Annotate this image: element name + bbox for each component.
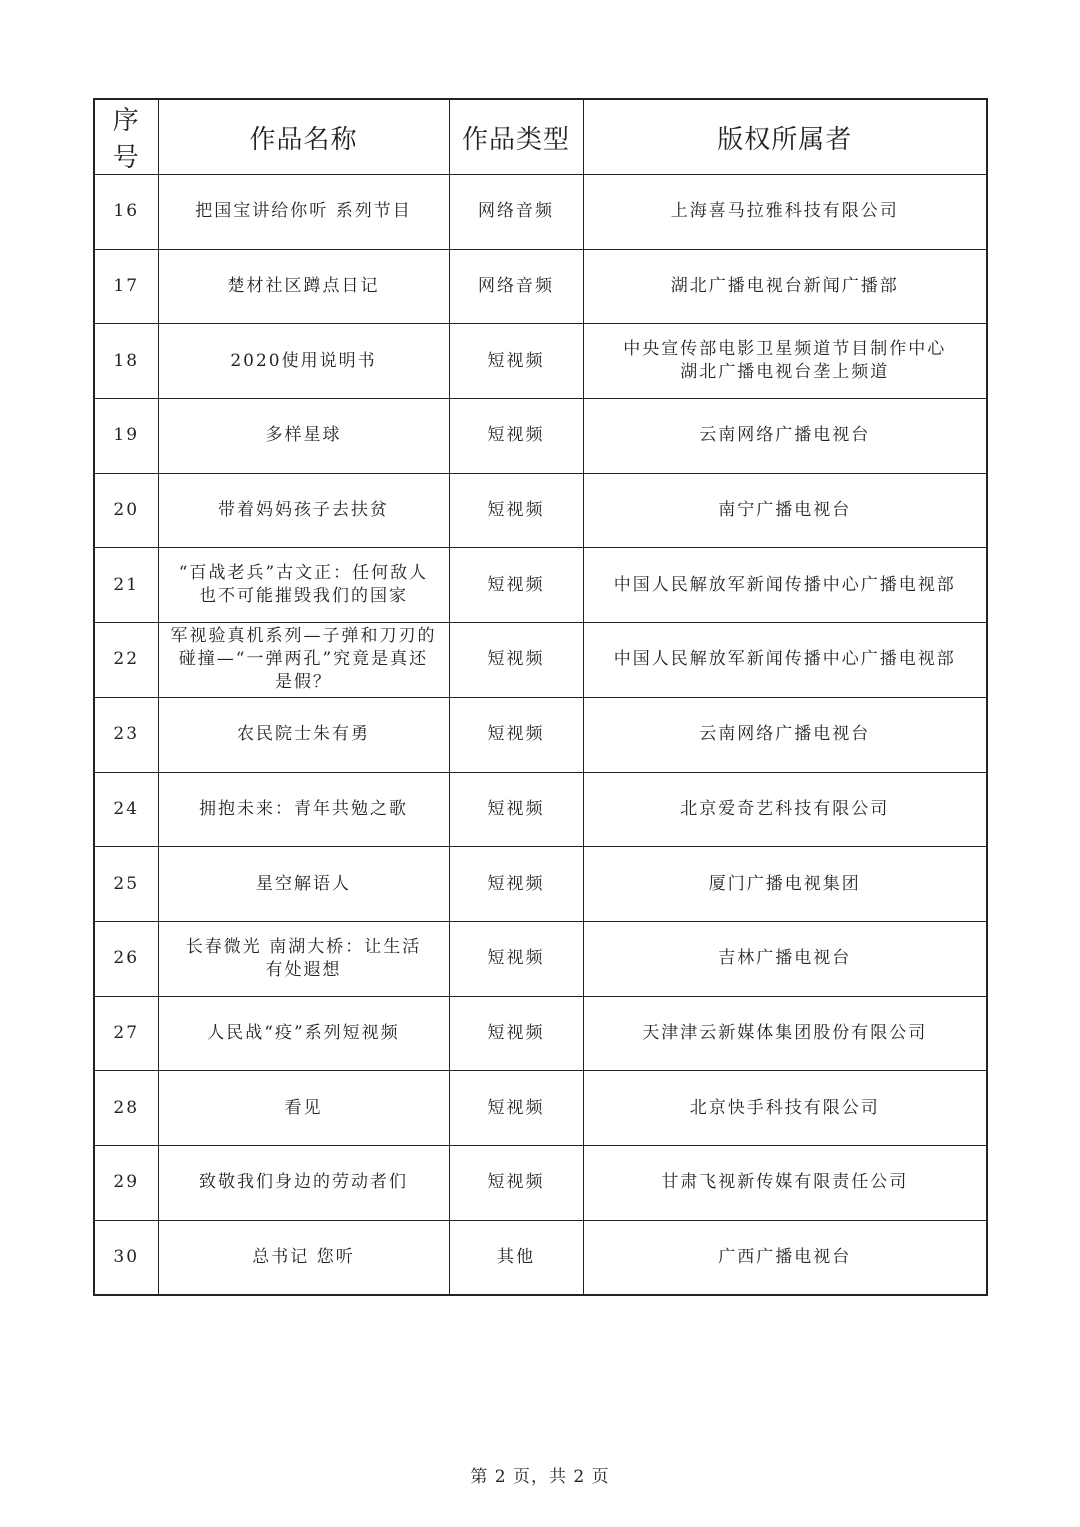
cell-work-type: 其他 — [449, 1220, 583, 1295]
cell-work-title — [158, 175, 449, 250]
table-row — [94, 921, 987, 996]
cell-work-title — [158, 921, 449, 996]
header-row — [94, 99, 987, 175]
work-title-line: 致敬我们身边的劳动者们 — [199, 1172, 408, 1193]
copyright-owner-line: 厦门广播电视集团 — [708, 873, 861, 894]
cell-work-type: 短视频 — [449, 399, 583, 474]
copyright-owner-line: 云南网络广播电视台 — [699, 425, 871, 446]
cell-serial-number: 26 — [94, 921, 158, 996]
cell-copyright-owner — [583, 697, 987, 772]
cell-copyright-owner — [583, 921, 987, 996]
cell-serial-number: 23 — [94, 697, 158, 772]
cell-copyright-owner — [583, 1220, 987, 1295]
table-row — [94, 548, 987, 623]
copyright-owner-line: 湖北广播电视台垄上频道 — [680, 362, 890, 383]
work-title-line: 军视验真机系列—子弹和刀刃的 — [170, 626, 437, 647]
copyright-owner-line: 广西广播电视台 — [718, 1246, 852, 1267]
cell-work-title — [158, 1145, 449, 1220]
cell-work-title — [158, 697, 449, 772]
table-row — [94, 175, 987, 250]
cell-work-title — [158, 324, 449, 399]
table-body — [94, 175, 987, 1295]
header-work-type: 作品类型 — [449, 99, 583, 175]
cell-serial-number: 27 — [94, 996, 158, 1071]
cell-copyright-owner — [583, 399, 987, 474]
work-title-line: 农民院士朱有勇 — [237, 724, 370, 745]
cell-copyright-owner — [583, 623, 987, 698]
cell-work-title — [158, 548, 449, 623]
table-row — [94, 1220, 987, 1295]
cell-work-title — [158, 1220, 449, 1295]
cell-work-title — [158, 473, 449, 548]
cell-serial-number: 24 — [94, 772, 158, 847]
cell-work-type: 短视频 — [449, 473, 583, 548]
cell-work-type: 网络音频 — [449, 249, 583, 324]
table-row — [94, 697, 987, 772]
work-title-line: 楚材社区蹲点日记 — [227, 276, 380, 297]
cell-work-title — [158, 623, 449, 698]
work-title-line: 拥抱未来：青年共勉之歌 — [199, 798, 408, 819]
work-title-line: 碰撞—“一弹两孔”究竟是真还 — [178, 649, 429, 670]
cell-copyright-owner — [583, 175, 987, 250]
cell-work-type: 短视频 — [449, 623, 583, 698]
copyright-owner-line: 中国人民解放军新闻传播中心广播电视部 — [613, 574, 956, 595]
cell-serial-number: 25 — [94, 847, 158, 922]
table-row — [94, 399, 987, 474]
copyright-owner-line: 上海喜马拉雅科技有限公司 — [670, 201, 899, 222]
table-row — [94, 847, 987, 922]
cell-work-type: 短视频 — [449, 1145, 583, 1220]
cell-work-type: 短视频 — [449, 921, 583, 996]
table-row — [94, 324, 987, 399]
cell-copyright-owner — [583, 772, 987, 847]
cell-copyright-owner — [583, 1071, 987, 1146]
cell-work-type: 网络音频 — [449, 175, 583, 250]
cell-serial-number: 22 — [94, 623, 158, 698]
cell-work-title — [158, 249, 449, 324]
copyright-owner-line: 云南网络广播电视台 — [699, 724, 871, 745]
table-row — [94, 623, 987, 698]
cell-work-type: 短视频 — [449, 772, 583, 847]
cell-copyright-owner — [583, 548, 987, 623]
work-title-line: “百战老兵”古文正：任何敌人 — [178, 563, 429, 584]
page-number-footer: 第 2 页，共 2 页 — [470, 1467, 610, 1487]
copyright-owner-line: 北京快手科技有限公司 — [689, 1097, 880, 1118]
table-row — [94, 1071, 987, 1146]
works-table — [93, 98, 988, 1296]
cell-work-type: 短视频 — [449, 697, 583, 772]
copyright-owner-line: 中央宣传部电影卫星频道节目制作中心 — [623, 339, 947, 360]
cell-serial-number: 29 — [94, 1145, 158, 1220]
cell-serial-number: 16 — [94, 175, 158, 250]
work-title-line: 星空解语人 — [256, 873, 351, 894]
cell-copyright-owner — [583, 324, 987, 399]
copyright-owner-line: 湖北广播电视台新闻广播部 — [670, 276, 899, 297]
cell-serial-number: 20 — [94, 473, 158, 548]
cell-copyright-owner — [583, 847, 987, 922]
copyright-owner-line: 中国人民解放军新闻传播中心广播电视部 — [613, 649, 956, 670]
work-title-line: 总书记 您听 — [252, 1246, 355, 1267]
cell-serial-number: 18 — [94, 324, 158, 399]
cell-serial-number: 19 — [94, 399, 158, 474]
table-row — [94, 473, 987, 548]
work-title-line: 有处遐想 — [265, 959, 342, 980]
copyright-owner-line: 吉林广播电视台 — [718, 948, 852, 969]
copyright-owner-line: 北京爱奇艺科技有限公司 — [680, 798, 890, 819]
copyright-owner-line: 天津津云新媒体集团股份有限公司 — [642, 1022, 928, 1043]
cell-work-type: 短视频 — [449, 324, 583, 399]
table-row — [94, 249, 987, 324]
work-title-line: 2020使用说明书 — [230, 350, 377, 371]
cell-serial-number: 21 — [94, 548, 158, 623]
cell-copyright-owner — [583, 996, 987, 1071]
cell-work-type: 短视频 — [449, 996, 583, 1071]
cell-serial-number: 28 — [94, 1071, 158, 1146]
work-title-line: 多样星球 — [265, 425, 342, 446]
table-header — [94, 99, 987, 175]
cell-work-type: 短视频 — [449, 548, 583, 623]
cell-work-title — [158, 399, 449, 474]
header-copyright-owner: 版权所属者 — [583, 99, 987, 175]
work-title-line: 看见 — [284, 1097, 323, 1118]
cell-work-title — [158, 1071, 449, 1146]
cell-work-title — [158, 772, 449, 847]
cell-copyright-owner — [583, 249, 987, 324]
cell-work-type: 短视频 — [449, 1071, 583, 1146]
cell-serial-number: 17 — [94, 249, 158, 324]
work-title-line: 带着妈妈孩子去扶贫 — [218, 500, 389, 521]
work-title-line: 长春微光 南湖大桥：让生活 — [185, 936, 422, 957]
work-title-line: 是假？ — [275, 672, 332, 693]
work-title-line: 也不可能摧毁我们的国家 — [199, 586, 408, 607]
cell-copyright-owner — [583, 473, 987, 548]
copyright-owner-line: 甘肃飞视新传媒有限责任公司 — [661, 1172, 909, 1193]
header-serial-number: 序号 — [94, 99, 158, 175]
cell-serial-number: 30 — [94, 1220, 158, 1295]
cell-work-title — [158, 847, 449, 922]
cell-work-title — [158, 996, 449, 1071]
work-title-line: 把国宝讲给你听 系列节目 — [195, 201, 412, 222]
copyright-owner-line: 南宁广播电视台 — [718, 500, 852, 521]
table-row — [94, 1145, 987, 1220]
cell-copyright-owner — [583, 1145, 987, 1220]
header-work-title: 作品名称 — [158, 99, 449, 175]
cell-work-type: 短视频 — [449, 847, 583, 922]
table-row — [94, 772, 987, 847]
table-row — [94, 996, 987, 1071]
work-title-line: 人民战“疫”系列短视频 — [207, 1022, 400, 1043]
